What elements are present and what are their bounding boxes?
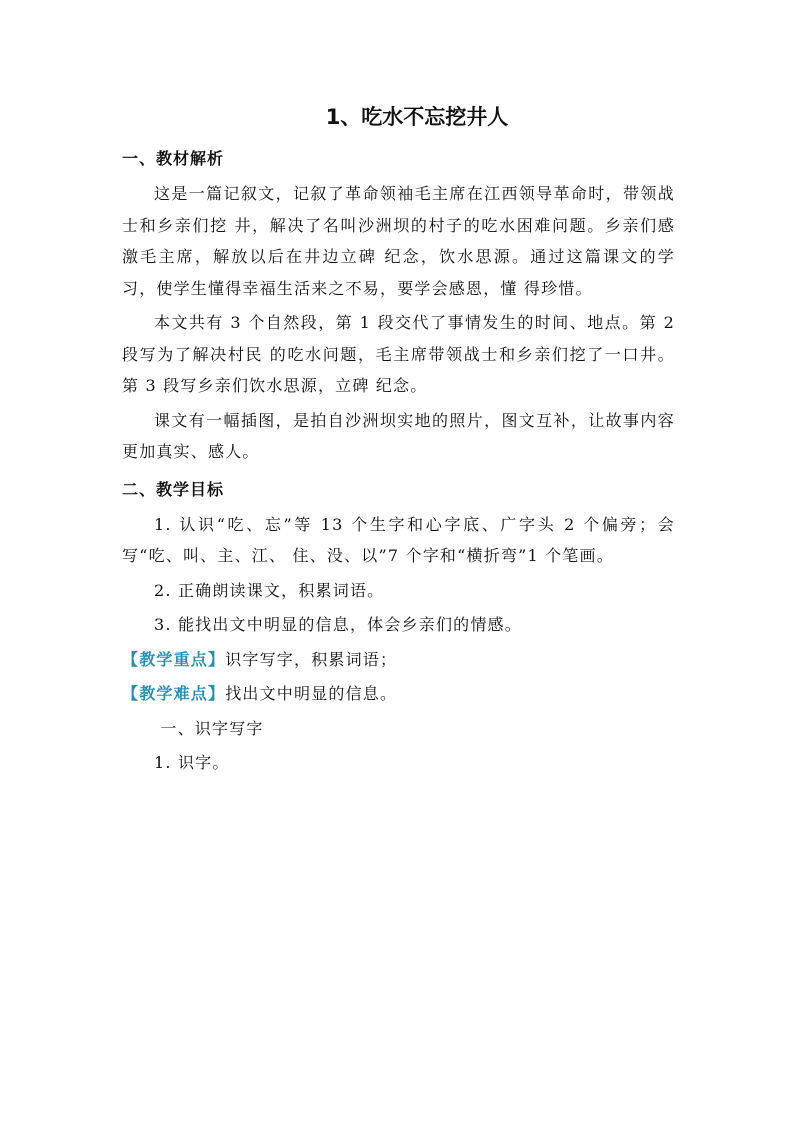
list-item: 1. 认识“吃、忘”等 13 个生字和心字底、广字头 2 个偏旁；会写“吃、叫、主、江、 住、没、以”7 个字和“横折弯”1 个笔画。 [122,514,675,565]
list-item: 3. 能找出文中明显的信息，体会乡亲们的情感。 [154,615,522,634]
difficult-points-label: 【教学难点】 [122,684,226,703]
paragraph: 课文有一幅插图，是拍自沙洲坝实地的照片，图文互补，让故事内容更加真实、感人。 [122,410,675,461]
key-points-line [122,644,675,676]
document-body [122,143,675,779]
section-heading-teaching-goals: 二、教学目标 [122,479,225,499]
key-points-text: 识字写字，积累词语； [225,649,398,669]
document-title: 1、吃水不忘挖井人 [325,105,509,129]
key-points-label: 【教学重点】 [122,649,226,669]
difficult-points-text: 找出文中明显的信息。 [225,684,398,703]
sub-list-item: 1. 识字。 [154,753,230,772]
paragraph: 本文共有 3 个自然段，第 1 段交代了事情发生的时间、地点。第 2 段写为了解决村民 的吃水问题，毛主席带领战士和乡亲们挖了一口井。第 3 段写乡亲们饮水思源，立碑 纪念。 [122,313,675,395]
difficult-points-line [122,678,675,710]
paragraph: 这是一篇记叙文，记叙了革命领袖毛主席在江西领导革命时，带领战士和乡亲们挖 井，解决了名叫沙洲坝的村子的吃水困难问题。乡亲们感激毛主席，解放以后在井边立碑 纪念，饮水思源。通过这篇课文的学习，使学生懂得幸福生活来之不易，要学会感恩，懂 得珍惜。 [122,184,675,298]
sub-heading-literacy-writing: 一、识字写字 [160,718,264,738]
list-item: 2. 正确朗读课文，积累词语。 [154,580,385,600]
section-heading-textbook-analysis: 一、教材解析 [122,149,225,168]
